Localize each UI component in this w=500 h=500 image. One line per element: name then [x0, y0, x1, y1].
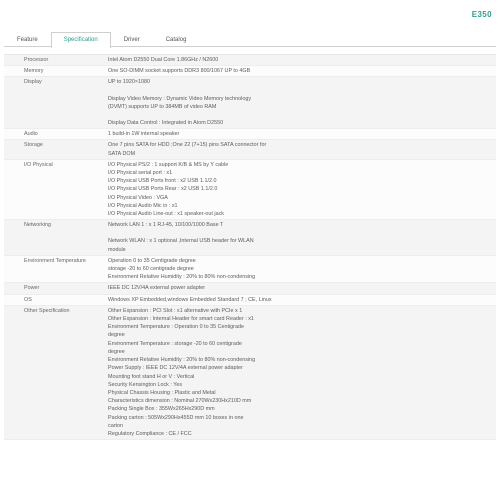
tab-catalog[interactable]: Catalog: [165, 37, 187, 43]
spec-row: [4, 66, 496, 77]
spec-values: [108, 283, 496, 293]
spec-value-line: Network LAN 1 : x 1 RJ-45, 10/100/1000 Base T: [108, 222, 224, 229]
spec-value-line: IEEE DC 12V/4A external power adapter: [108, 285, 206, 292]
spec-value-line: Environment Relative Humidity : 20% to 80% non-condensing: [108, 274, 256, 281]
spec-value-line: I/O Physical Audio Line-out : x1 speaker-out jack: [108, 211, 224, 218]
spec-values: [108, 77, 496, 128]
spec-row: [4, 55, 496, 66]
spec-value-line: Environment Temperature : Operation 0 to 35 Centigrade: [108, 324, 244, 331]
spec-label: Audio: [24, 131, 38, 138]
spec-values: [108, 256, 496, 283]
spec-value-line: [108, 87, 492, 95]
tab-bar: [4, 32, 496, 47]
spec-value-line: UP to 1920×1080: [108, 79, 151, 86]
spec-value-line: Network WLAN : x 1 optional ,Internal USB header for WLAN: [108, 238, 254, 245]
spec-row: [4, 256, 496, 284]
spec-value-line: I/O Physical serial port : x1: [108, 170, 173, 177]
spec-label: Power: [24, 285, 40, 292]
spec-label: Display: [24, 79, 42, 86]
tab-feature[interactable]: Feature: [17, 37, 38, 43]
spec-values: [108, 140, 496, 158]
spec-row: [4, 160, 496, 220]
spec-value-line: Characteristics dimension : Nominal 270Wx230Hx210D mm: [108, 398, 252, 405]
spec-value-line: Physical Chassis Housing : Plastic and Metal: [108, 389, 216, 396]
spec-values: [108, 55, 496, 65]
spec-row: [4, 306, 496, 440]
spec-value-line: 1 build-in 1W internal speaker: [108, 131, 180, 138]
brand-logo: E350: [471, 10, 492, 19]
tab-specification[interactable]: Specification: [51, 32, 111, 48]
spec-row: [4, 220, 496, 256]
spec-value-line: (DVMT) supports UP to 384MB of video RAM: [108, 103, 217, 110]
spec-value-line: I/O Physical USB Ports front : x2 USB 1.1/2.0: [108, 178, 217, 185]
spec-value-line: Display Data Control : Integrated in Atom D2550: [108, 120, 224, 127]
spec-value-line: I/O Physical USB Ports Rear : x2 USB 1.1/2.0: [108, 186, 218, 193]
spec-values: [108, 306, 496, 439]
spec-row: [4, 283, 496, 294]
spec-label: Storage: [24, 142, 43, 149]
spec-row: [4, 295, 496, 306]
spec-label: OS: [24, 296, 32, 303]
spec-value-line: Operation 0 to 35 Centigrade degree: [108, 257, 196, 264]
spec-value-line: SATA DOM: [108, 150, 136, 157]
spec-value-line: Mounting foot stand H or V : Vertical: [108, 373, 195, 380]
spec-value-line: module: [108, 246, 126, 253]
spec-label: I/O Physical: [24, 161, 53, 168]
spec-value-line: Windows XP Embedded,windows Embedded Standard 7 ; CE, Linux: [108, 296, 272, 303]
spec-label: Memory: [24, 68, 44, 75]
tab-driver[interactable]: Driver: [123, 37, 140, 43]
spec-value-line: Intel Atom D2550 Dual Core 1.86GHz / N2600: [108, 57, 219, 63]
spec-value-line: One SO-DIMM socket supports DDR3 800/1067 UP to 4GB: [108, 68, 251, 75]
spec-value-line: Other Expansion : Internal Header for smart card Reader : x1: [108, 316, 254, 323]
spec-value-line: Packing Single Box : 355Wx265Hx290D mm: [108, 406, 215, 413]
spec-value-line: carton: [108, 422, 123, 429]
spec-values: [108, 129, 496, 139]
spec-value-line: I/O Physical Video : VGA: [108, 194, 168, 201]
spec-value-line: Other Expansion : PCI Slot : x1 alternative with PCIe x 1: [108, 307, 243, 314]
spec-value-line: Packing carton : 505Wx290Hx455D mm 10 boxes in one: [108, 414, 244, 421]
spec-value-line: I/O Physical PS/2 : 1 support K/B & MS by Y cable: [108, 161, 229, 168]
spec-values: [108, 295, 496, 305]
specification-table: [4, 54, 496, 440]
spec-value-line: degree: [108, 348, 125, 355]
spec-values: [108, 220, 496, 255]
spec-label: Processor: [24, 57, 49, 63]
spec-value-line: I/O Physical Audio Mic in : x1: [108, 202, 178, 209]
spec-row: [4, 77, 496, 129]
spec-values: [108, 160, 496, 219]
spec-row: [4, 129, 496, 140]
spec-value-line: Security Kensington Lock : Yes: [108, 381, 183, 388]
spec-row: [4, 140, 496, 159]
spec-value-line: [108, 111, 492, 119]
spec-label: Networking: [24, 222, 51, 229]
spec-value-line: storage -20 to 60 centigrade degree: [108, 266, 194, 273]
spec-label: Other Specification: [24, 307, 70, 314]
spec-value-line: One 7 pins SATA for HDD ;One 22 (7+15) pins SATA connector for: [108, 142, 267, 149]
spec-value-line: Power Supply : IEEE DC 12V/4A external power adapter: [108, 365, 243, 372]
spec-value-line: Environment Relative Humidity : 20% to 80% non-condensing: [108, 357, 256, 364]
spec-value-line: Regulatory Compliance : CE / FCC: [108, 430, 192, 437]
spec-value-line: Environment Temperature : storage -20 to 60 centigrade: [108, 340, 242, 347]
spec-value-line: degree: [108, 332, 125, 339]
spec-value-line: [108, 229, 492, 237]
spec-values: [108, 66, 496, 76]
spec-label: Environment Temperature: [24, 257, 86, 264]
spec-value-line: Display Video Memory : Dynamic Video Memory technology: [108, 95, 252, 102]
